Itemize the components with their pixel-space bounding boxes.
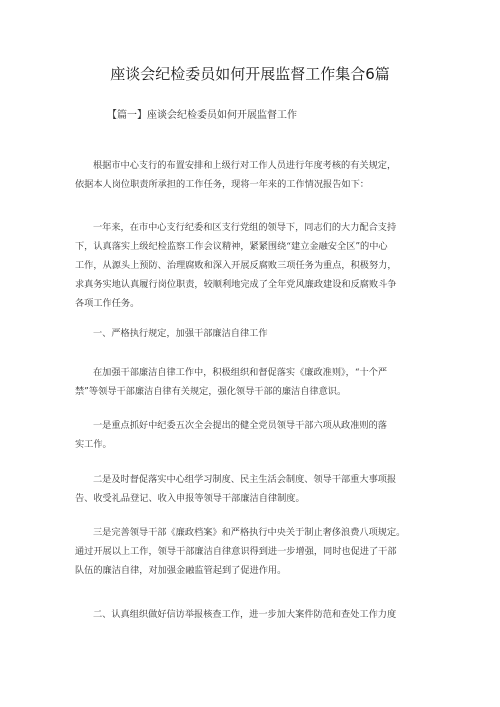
subheading-two: 二、认真组织做好信访举报核查工作，进一步加大案件防范和查处工作力度 [93, 609, 397, 620]
text-line: 一是重点抓好中纪委五次全会提出的健全党员领导干部六项从政准则的落 [93, 420, 387, 431]
text-line: 各项工作任务。 [75, 298, 140, 309]
paragraph-point-one [75, 416, 430, 454]
text-line: 告、收受礼品登记、收入申报等领导干部廉洁自律制度。 [75, 493, 305, 504]
paragraph-intro [75, 156, 430, 194]
text-line: 实工作。 [75, 439, 112, 450]
text-line: 一年来，在市中心支行纪委和区支行党组的领导下，同志们的大力配合支持 [93, 222, 397, 233]
text-line: 二是及时督促落实中心组学习制度、民主生活会制度、领导干部重大事项报 [93, 474, 397, 485]
text-line: 在加强干部廉洁自律工作中，积极组织和督促落实《廉政准则》，“十个严 [93, 367, 388, 378]
paragraph-self-discipline [75, 363, 430, 401]
section-heading: 【篇一】座谈会纪检委员如何开展监督工作 [107, 110, 297, 121]
paragraph-point-three [75, 523, 430, 580]
text-line: 依据本人岗位职责所承担的工作任务，现将一年来的工作情况报告如下： [75, 179, 369, 190]
text-line: 通过开展以上工作，领导干部廉洁自律意识得到进一步增强，同时也促进了干部 [75, 546, 397, 557]
text-line: 工作，从源头上预防、治理腐败和深入开展反腐败三项任务为重点，积极努力， [75, 260, 397, 271]
text-line: 三是完善领导干部《廉政档案》和严格执行中央关于制止奢侈浪费八项规定。 [93, 527, 406, 538]
text-line: 禁”等领导干部廉洁自律有关规定，强化领导干部的廉洁自律意识。 [75, 386, 347, 397]
paragraph-point-two [75, 470, 430, 508]
text-line: 求真务实地认真履行岗位职责，较顺利地完成了全年党风廉政建设和反腐败斗争 [75, 279, 397, 290]
text-line: 队伍的廉洁自律，对加强金融监管起到了促进作用。 [75, 565, 287, 576]
text-line: 下，认真落实上级纪检监察工作会议精神，紧紧围绕“建立金融安全区”的中心 [75, 241, 388, 252]
document-title: 座谈会纪检委员如何开展监督工作集合6篇 [110, 65, 390, 83]
paragraph-summary [75, 218, 430, 313]
text-line: 根据市中心支行的布置安排和上级行对工作人员进行年度考核的有关规定， [93, 160, 397, 171]
subheading-one: 一、严格执行规定，加强干部廉洁自律工作 [93, 328, 268, 339]
